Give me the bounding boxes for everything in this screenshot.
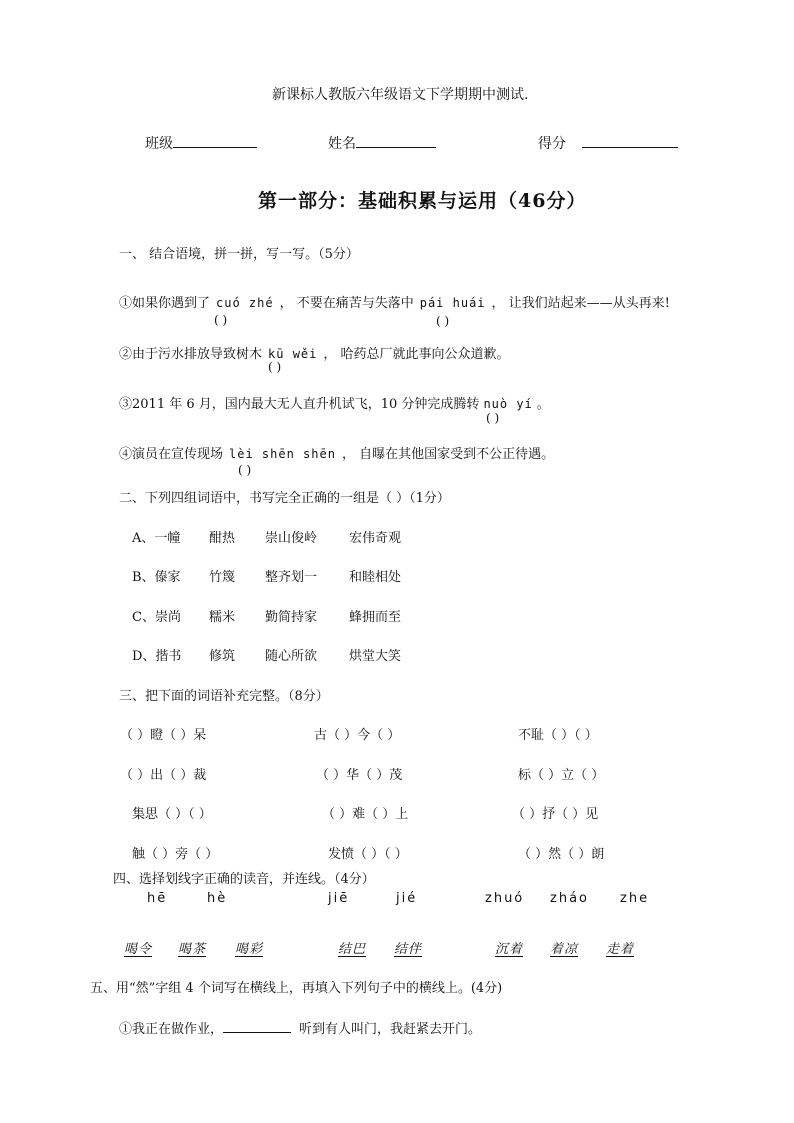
idiom-blank[interactable]: 发愤（ ）（ ） [328, 847, 408, 862]
q2-title: 二、下列四组词语中，书写完全正确的一组是（ ）（1分） [119, 491, 450, 506]
q5-sentence-1: ①我正在做作业， 听到有人叫门，我赶紧去开门。 [119, 1018, 481, 1037]
q1-sentence-1: ①如果你遇到了 cuó zhé ， 不要在痛苦与失落中 pái huái ， 让我们站起来——从头再来! [119, 296, 670, 311]
name-blank[interactable] [356, 133, 436, 148]
idiom-blank[interactable]: （ ）瞪（ ）呆 [120, 728, 207, 743]
score-blank[interactable] [582, 133, 678, 148]
word-option[interactable]: 走着 [606, 942, 635, 957]
name-field [328, 133, 436, 153]
q2-option-a[interactable]: A、一幢 酣热 崇山俊岭 宏伟奇观 [132, 531, 402, 546]
idiom-blank[interactable]: （ ）华（ ）茂 [316, 768, 403, 783]
pinyin-kuwei: kū wěi [268, 347, 318, 361]
idiom-blank[interactable]: （ ）然（ ）朗 [518, 847, 605, 862]
q1-sentence-3: ③2011 年 6 月，国内最大无人直升机试飞，10 分钟完成腾转 nuò yí 。 [119, 397, 550, 412]
q2-option-b[interactable]: B、傣家 竹篾 整齐划一 和睦相处 [132, 570, 402, 585]
idiom-blank[interactable]: （ ）出（ ）裁 [120, 768, 207, 783]
q1-sentence-4: ④演员在宣传现场 lèi shēn shēn ， 自曝在其他国家受到不公正待遇。 [119, 447, 555, 462]
q5-title: 五、用“然”字组 4 个词写在横线上，再填入下列句子中的横线上。(4分) [90, 981, 503, 996]
document-title: 新课标人教版六年级语文下学期期中测试. [272, 87, 529, 103]
pinyin-option[interactable]: zháo [550, 891, 589, 906]
q2-option-d[interactable]: D、揩书 修筑 随心所欲 烘堂大笑 [132, 649, 402, 664]
answer-paren[interactable]: ( ) [436, 314, 450, 328]
q4-title: 四、选择划线字正确的读音，并连线。（4分） [113, 872, 375, 887]
idiom-blank[interactable]: 集思（ ）（ ） [132, 807, 212, 822]
idiom-blank[interactable]: 触（ ）旁（ ） [132, 847, 219, 862]
pinyin-nuoyi: nuò yí [483, 397, 533, 411]
q2-option-c[interactable]: C、崇尚 糯米 勤简持家 蜂拥而至 [132, 610, 402, 625]
word-option[interactable]: 喝令 [124, 942, 153, 957]
score-field [538, 133, 678, 153]
pinyin-option[interactable]: jiē [328, 891, 350, 906]
idiom-blank[interactable]: （ ）抒（ ）见 [512, 807, 599, 822]
word-option[interactable]: 结巴 [338, 942, 367, 957]
pinyin-option[interactable]: jié [396, 891, 418, 906]
pinyin-leishenshen: lèi shēn shēn [229, 447, 336, 461]
pinyin-option[interactable]: zhe [620, 891, 650, 906]
name-label: 姓名 [328, 136, 356, 152]
idiom-blank[interactable]: 标（ ）立（ ） [518, 768, 605, 783]
pinyin-option[interactable]: hè [207, 891, 228, 906]
answer-paren[interactable]: ( ) [238, 463, 252, 477]
q1-title: 一、 结合语境，拼一拼，写一写。（5分） [119, 247, 359, 262]
answer-paren[interactable]: ( ) [486, 411, 500, 425]
class-blank[interactable] [173, 133, 257, 148]
answer-paren[interactable]: ( ) [214, 313, 228, 327]
q3-title: 三、把下面的词语补充完整。（8分） [119, 689, 329, 704]
idiom-blank[interactable]: （ ）难（ ）上 [322, 807, 409, 822]
idiom-blank[interactable]: 不耻（ ）（ ） [518, 728, 598, 743]
word-option[interactable]: 结伴 [394, 942, 423, 957]
idiom-blank[interactable]: 古（ ）今（ ） [314, 728, 401, 743]
word-option[interactable]: 喝茶 [178, 942, 207, 957]
fill-blank[interactable] [223, 1018, 291, 1033]
pinyin-option[interactable]: zhuó [485, 891, 525, 906]
pinyin-option[interactable]: hē [147, 891, 168, 906]
word-option[interactable]: 喝彩 [235, 942, 264, 957]
answer-paren[interactable]: ( ) [268, 360, 282, 374]
part1-heading: 第一部分：基础积累与运用（46分） [258, 190, 587, 212]
word-option[interactable]: 着凉 [550, 942, 579, 957]
class-field [145, 133, 257, 153]
word-option[interactable]: 沉着 [495, 942, 524, 957]
class-label: 班级 [145, 136, 173, 152]
pinyin-cuozhe: cuó zhé [216, 296, 274, 310]
q1-sentence-2: ②由于污水排放导致树木 kū wěi ， 哈药总厂就此事向公众道歉。 [119, 347, 510, 362]
score-label: 得分 [538, 136, 566, 152]
pinyin-paihuai: pái huái [419, 296, 486, 310]
